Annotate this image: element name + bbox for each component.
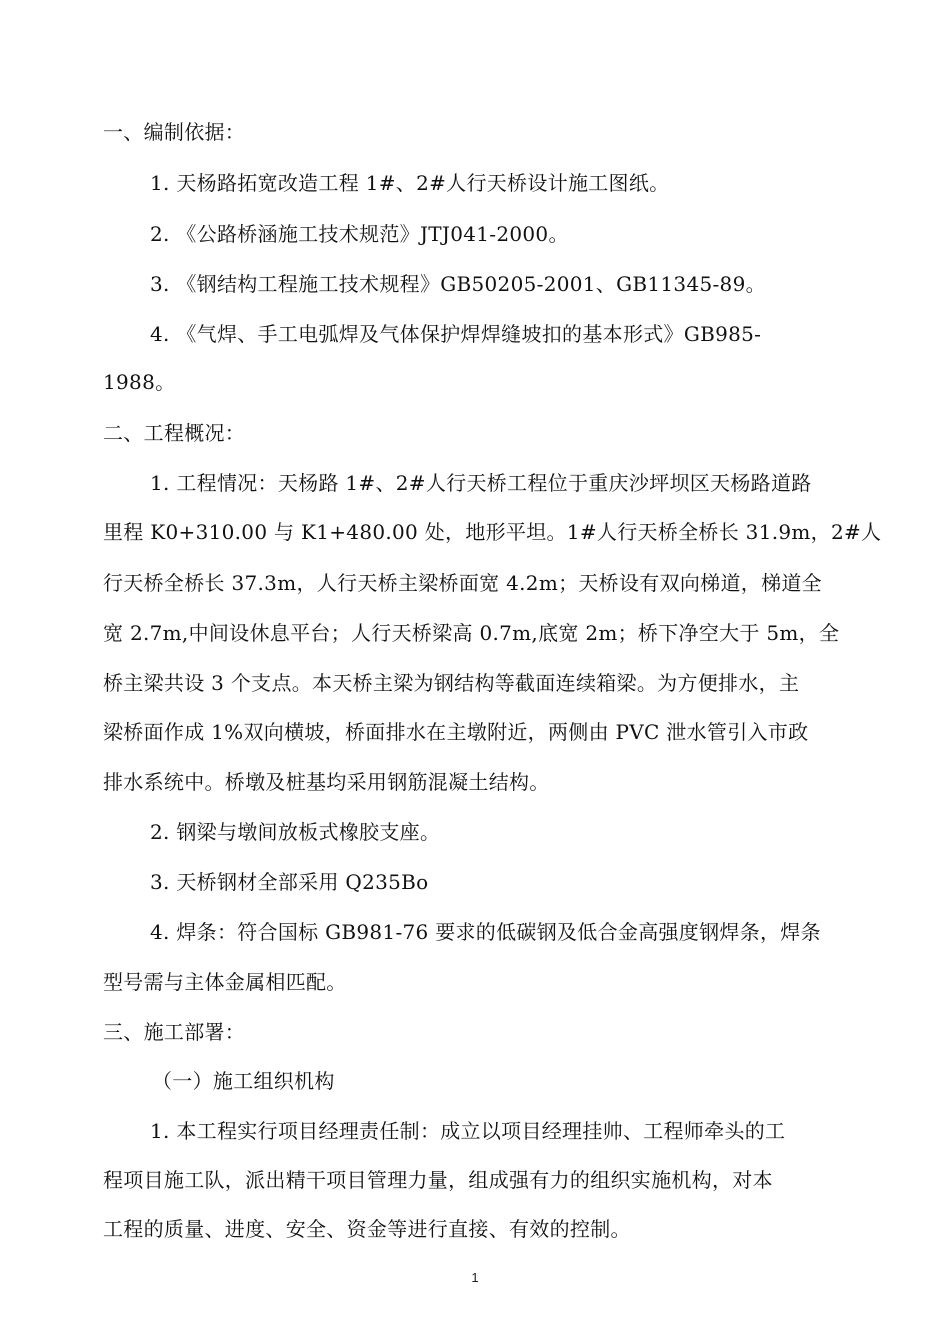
subsection-heading-organization: （一）施工组织机构: [152, 1069, 335, 1093]
overview-para-line: 梁桥面作成 1%双向横坡，桥面排水在主墩附近，两侧由 PVC 泄水管引入市政: [103, 720, 809, 744]
overview-para-line: 行天桥全桥长 37.3m，人行天桥主梁桥面宽 4.2m；天桥设有双向梯道，梯道全: [103, 571, 822, 595]
basis-item-3: 3. 《钢结构工程施工技术规程》GB50205-2001、GB11345-89。: [150, 272, 766, 296]
deployment-para-line: 1. 本工程实行项目经理责任制：成立以项目经理挂帅、工程师牵头的工: [150, 1119, 786, 1143]
overview-item-3: 3. 天桥钢材全部采用 Q235Bo: [150, 870, 429, 894]
section-heading-overview: 二、工程概况：: [103, 421, 246, 445]
section-heading-deployment: 三、施工部署：: [103, 1020, 246, 1044]
basis-item-4: 4. 《气焊、手工电弧焊及气体保护焊焊缝坡扣的基本形式》GB985-: [150, 322, 762, 346]
overview-para-line: 里程 K0+310.00 与 K1+480.00 处，地形平坦。1#人行天桥全桥长 31.9m，2#人: [103, 520, 882, 544]
overview-para-line: 桥主梁共设 3 个支点。本天桥主梁为钢结构等截面连续箱梁。为方便排水，主: [103, 671, 800, 695]
overview-para-line: 排水系统中。桥墩及桩基均采用钢筋混凝土结构。: [103, 770, 550, 794]
deployment-para-line: 程项目施工队，派出精干项目管理力量，组成强有力的组织实施机构，对本: [103, 1168, 773, 1192]
overview-para-line: 宽 2.7m,中间设休息平台；人行天桥梁高 0.7m,底宽 2m；桥下净空大于 5m，全: [103, 621, 840, 645]
overview-item-4: 4. 焊条：符合国标 GB981-76 要求的低碳钢及低合金高强度钢焊条，焊条: [150, 920, 821, 944]
overview-item-4-continuation: 型号需与主体金属相匹配。: [103, 970, 347, 994]
basis-item-2: 2. 《公路桥涵施工技术规范》JTJ041-2000。: [150, 222, 569, 246]
basis-item-4-continuation: 1988。: [103, 370, 176, 394]
deployment-para-line: 工程的质量、进度、安全、资金等进行直接、有效的控制。: [103, 1217, 631, 1241]
basis-item-1: 1. 天杨路拓宽改造工程 1#、2#人行天桥设计施工图纸。: [150, 171, 670, 195]
section-heading-basis: 一、编制依据：: [103, 120, 246, 144]
page-number: 1: [471, 1270, 479, 1285]
overview-para-line: 1. 工程情况：天杨路 1#、2#人行天桥工程位于重庆沙坪坝区天杨路道路: [150, 471, 812, 495]
overview-item-2: 2. 钢梁与墩间放板式橡胶支座。: [150, 820, 441, 844]
